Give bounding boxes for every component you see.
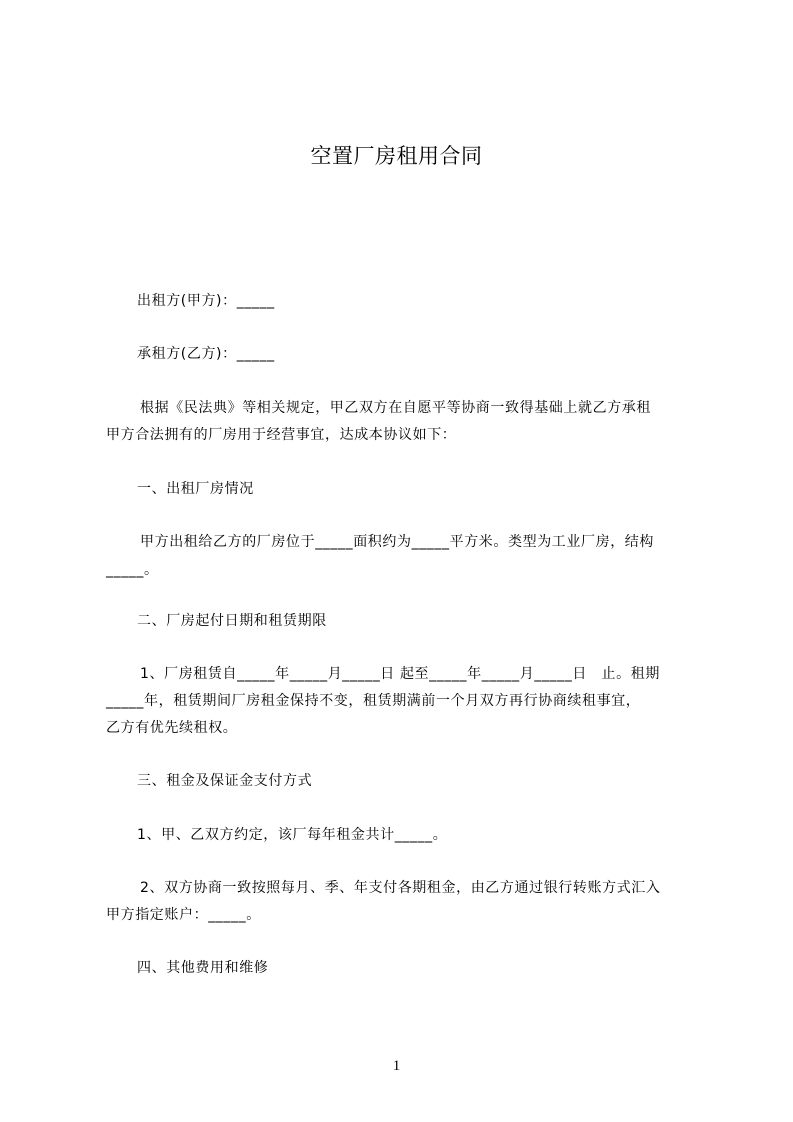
section-1-text-line-2: _____。 — [106, 562, 159, 578]
section-1-heading: 一、出租厂房情况 — [137, 481, 254, 497]
section-2-heading: 二、厂房起付日期和租赁期限 — [137, 613, 327, 629]
preamble-line-2: 甲方合法拥有的厂房用于经营事宜，达成本协议如下： — [106, 427, 457, 443]
section-3-clause-2-line-1: 2、双方协商一致按照每月、季、年支付各期租金，由乙方通过银行转账方式汇入 — [140, 880, 661, 896]
page-number: 1 — [392, 1058, 401, 1074]
section-2-clause-1-line-1: 1、厂房租赁自_____年_____月_____日 起至_____年_____月_____日 止。租期 — [140, 666, 660, 682]
section-4-heading: 四、其他费用和维修 — [137, 960, 269, 976]
document-title: 空置厂房租用合同 — [310, 144, 483, 168]
lessee-line: 承租方(乙方)：_____ — [137, 346, 275, 362]
lessor-line: 出租方(甲方)：_____ — [137, 293, 275, 309]
section-3-clause-1: 1、甲、乙双方约定，该厂每年租金共计_____。 — [137, 827, 448, 843]
preamble-line-1: 根据《民法典》等相关规定，甲乙双方在自愿平等协商一致得基础上就乙方承租 — [140, 400, 651, 416]
section-1-text-line-1: 甲方出租给乙方的厂房位于_____面积约为_____平方米。类型为工业厂房，结构 — [140, 534, 654, 550]
section-3-heading: 三、租金及保证金支付方式 — [137, 773, 313, 789]
section-2-clause-1-line-2: _____年，租赁期间厂房租金保持不变，租赁期满前一个月双方再行协商续租事宜， — [106, 693, 641, 709]
section-2-clause-1-line-3: 乙方有优先续租权。 — [106, 720, 238, 736]
section-3-clause-2-line-2: 甲方指定账户：_____。 — [106, 907, 261, 923]
